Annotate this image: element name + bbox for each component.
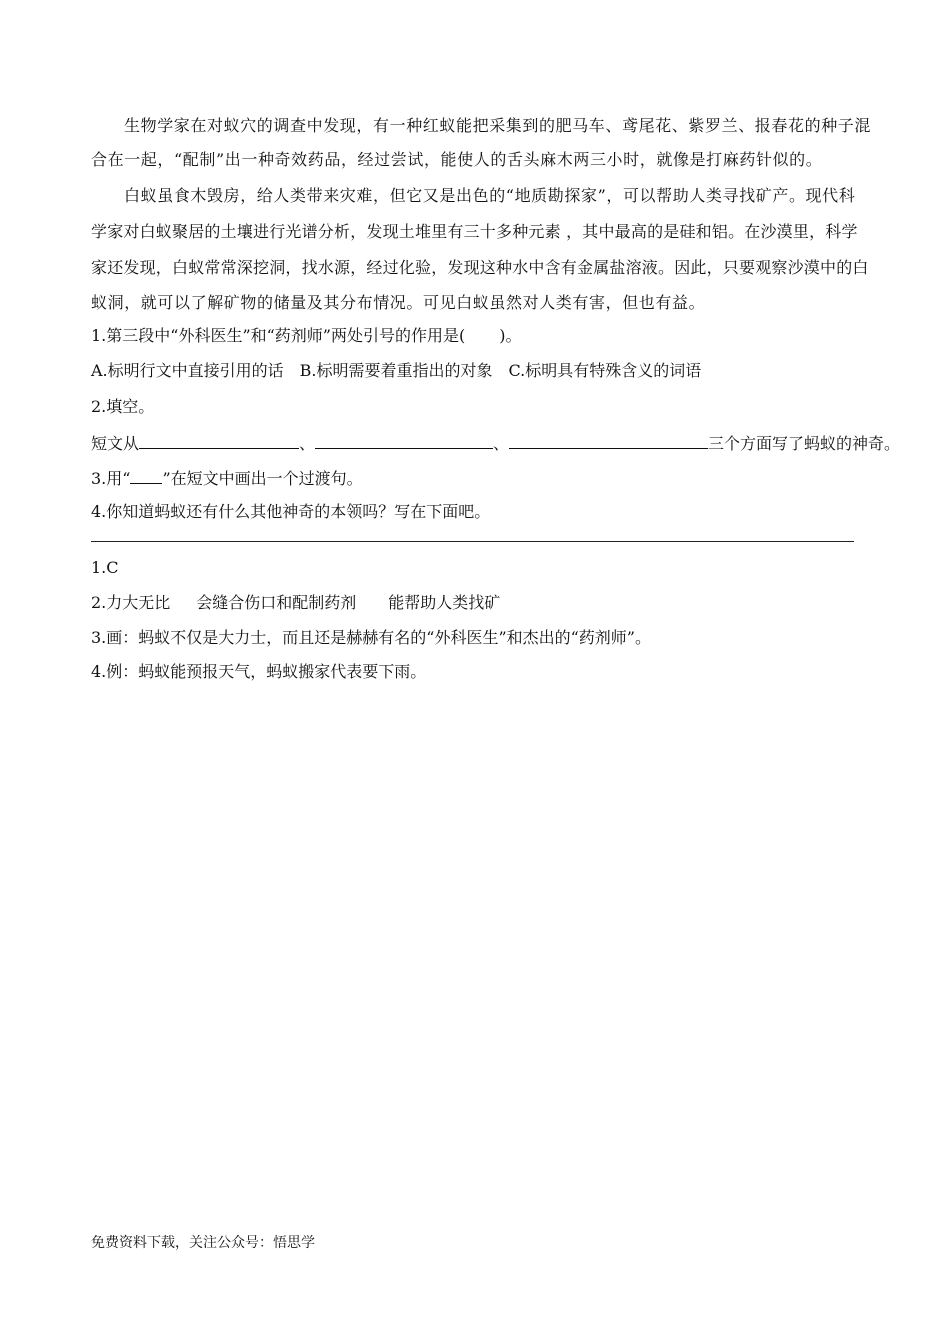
question-3-suffix: ”在短文中画出一个过渡句。: [162, 469, 363, 488]
footer-note: 免费资料下载，关注公众号：悟思学: [91, 1235, 315, 1251]
answer-1: 1.C: [91, 558, 119, 577]
answer-2-item2: 会缝合伤口和配制药剂: [196, 593, 357, 612]
fill-blank-3[interactable]: [509, 432, 708, 449]
question-1-suffix: )。: [499, 326, 522, 345]
answer-4: 4.例：蚂蚁能预报天气，蚂蚁搬家代表要下雨。: [91, 662, 427, 681]
answer-2: [91, 593, 500, 613]
fill-blank-1[interactable]: [139, 432, 299, 449]
question-2-prefix: 短文从: [91, 434, 140, 453]
passage-p2-line4: 蚁洞，就可以了解矿物的储量及其分布情况。可见白蚁虽然对人类有害，但也有益。: [91, 293, 706, 312]
answer-2-item3: 能帮助人类找矿: [388, 593, 501, 612]
question-4: 4.你知道蚂蚁还有什么其他神奇的本领吗？写在下面吧。: [91, 502, 491, 521]
question-2-sep2: 、: [493, 434, 510, 453]
answer-2-item1: 2.力大无比: [91, 593, 171, 612]
question-2-title: 2.填空。: [91, 397, 155, 416]
passage-p2-line3: 家还发现，白蚁常常深挖洞，找水源，经过化验，发现这种水中含有金属盐溶液。因此，只要观察沙漠中的白: [91, 258, 869, 277]
question-2-suffix: 三个方面写了蚂蚁的神奇。: [708, 434, 901, 453]
answer-separator-line: [91, 541, 854, 542]
passage-p2-line2: 学家对白蚁聚居的土壤进行光谱分析，发现土堆里有三十多种元素 ，其中最高的是硅和铝。在沙漠里，科学: [91, 222, 858, 241]
question-2-sep1: 、: [299, 434, 316, 453]
question-3-prefix: 3.用“: [91, 469, 131, 488]
passage-p1-line2: 合在一起，“配制”出一种奇效药品，经过尝试，能使人的舌头麻木两三小时，就像是打麻药针似的。: [91, 150, 823, 169]
underline-sample: [130, 467, 162, 484]
question-1-prefix: 1.第三段中“外科医生”和“药剂师”两处引号的作用是(: [91, 326, 466, 345]
answer-3: 3.画：蚂蚁不仅是大力士，而且还是赫赫有名的“外科医生”和杰出的“药剂师”。: [91, 628, 651, 647]
question-1-options: A.标明行文中直接引用的话 B.标明需要着重指出的对象 C.标明具有特殊含义的词语: [91, 361, 702, 380]
question-3: [91, 467, 363, 489]
question-2-fill: [91, 432, 900, 454]
passage-p2-line1: 白蚁虽食木毁房，给人类带来灾难，但它又是出色的“地质勘探家”，可以帮助人类寻找矿产。现代科: [124, 186, 856, 205]
fill-blank-2[interactable]: [315, 432, 493, 449]
question-1: [91, 326, 521, 346]
passage-p1-line1: 生物学家在对蚁穴的调查中发现，有一种红蚁能把采集到的肥马车、鸢尾花、紫罗兰、报春花的种子混: [124, 116, 872, 135]
